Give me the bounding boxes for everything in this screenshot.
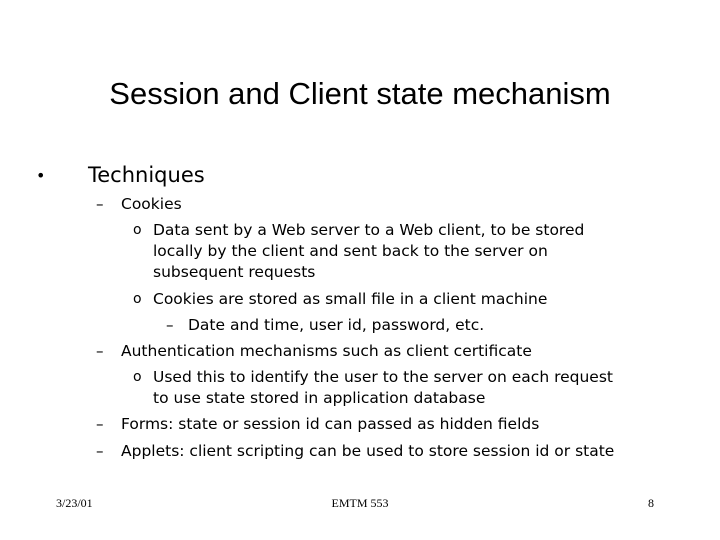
auth-point-line-1: Used this to identify the user to the server on each request [153,368,613,386]
footer-date: 3/23/01 [56,496,93,510]
bullet-icon: • [36,166,46,185]
footer-course: EMTM 553 [331,496,389,510]
dash-marker: – [96,415,104,433]
auth-point-line-2: to use state stored in application database [153,389,486,407]
cookie-point-2: Cookies are stored as small file in a client machine [153,290,548,308]
cookie-point-1-line-2: locally by the client and sent back to the server on [153,242,548,260]
dash-marker: – [96,442,104,460]
cookie-point-1-line-1: Data sent by a Web server to a Web client, to be stored [153,221,585,239]
item-applets: Applets: client scripting can be used to store session id or state [121,442,615,460]
sub-bullet-marker: o [133,369,142,385]
dash-marker: – [166,316,174,334]
item-cookies: Cookies [121,195,182,213]
dash-marker: – [96,195,104,213]
slide-title: Session and Client state mechanism [109,76,611,111]
cookie-point-1-line-3: subsequent requests [153,263,316,281]
bullet-techniques: Techniques [88,163,205,187]
sub-bullet-marker: o [133,222,142,238]
item-authentication: Authentication mechanisms such as client certificate [121,342,532,360]
sub-bullet-marker: o [133,291,142,307]
cookie-subpoint: Date and time, user id, password, etc. [188,316,485,334]
dash-marker: – [96,342,104,360]
footer-page-number: 8 [648,496,654,510]
item-forms: Forms: state or session id can passed as hidden fields [121,415,540,433]
